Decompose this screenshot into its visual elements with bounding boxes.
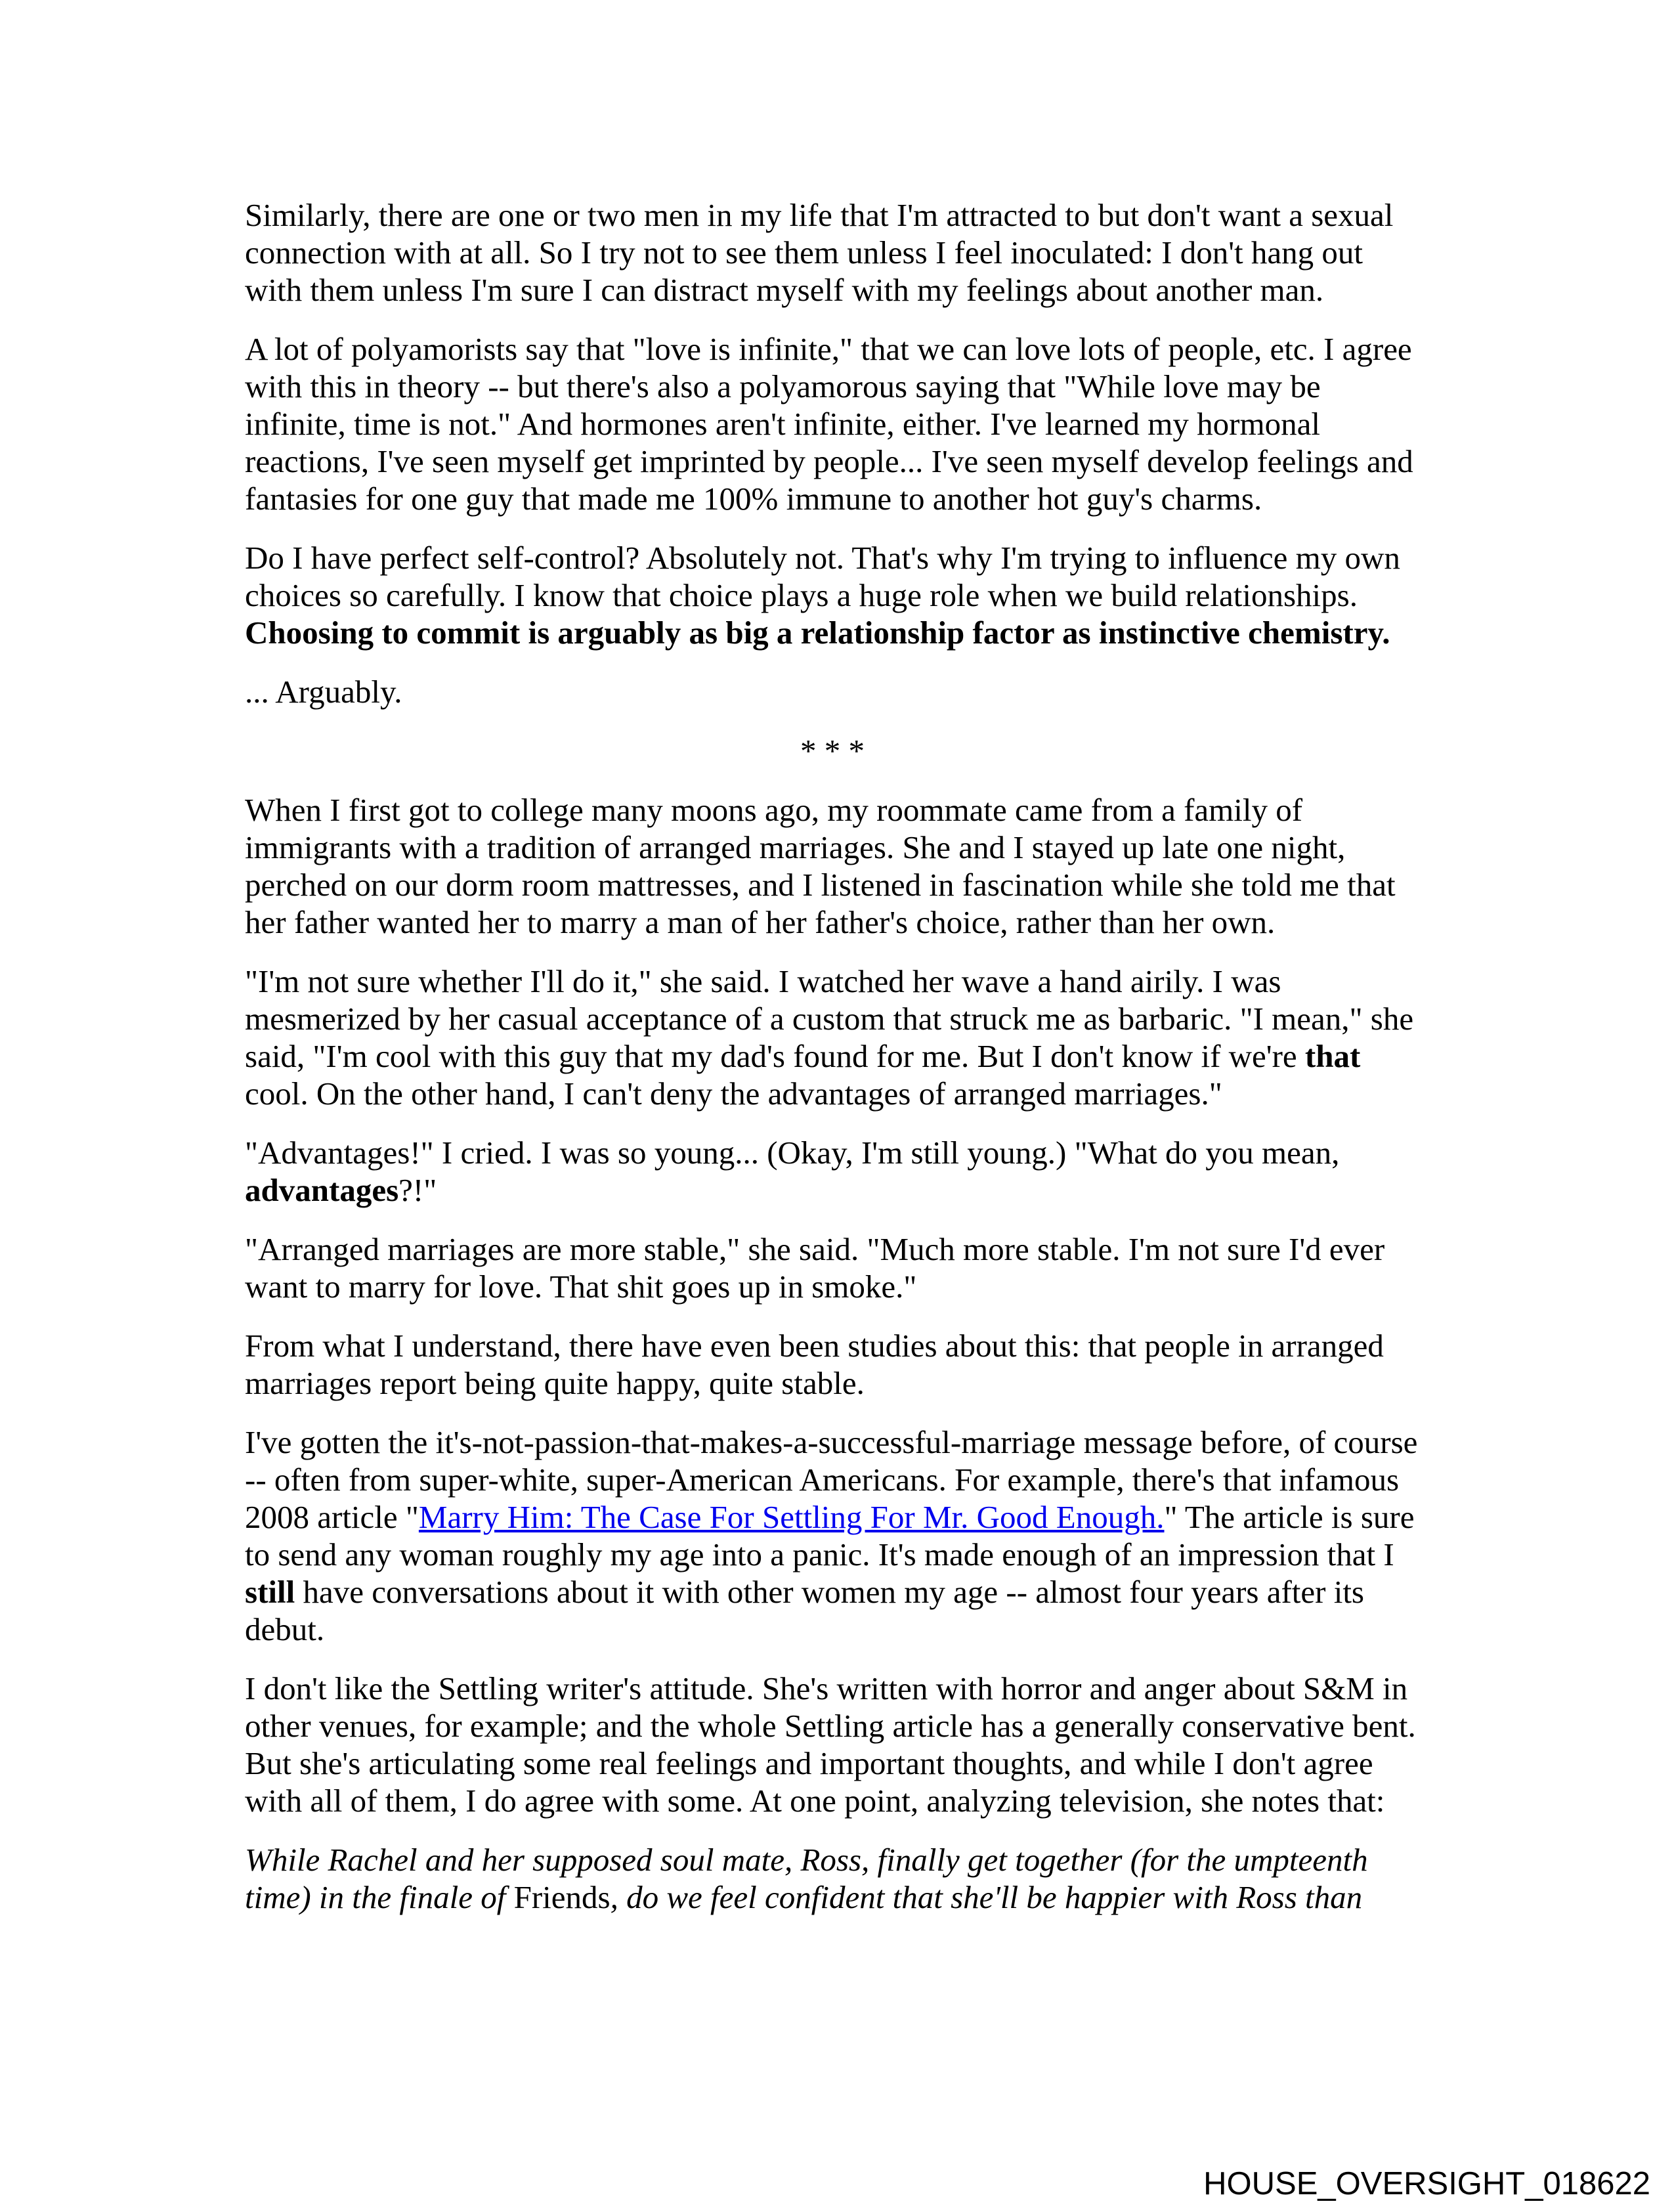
text-run: Friends bbox=[513, 1879, 611, 1915]
paragraph-9 bbox=[245, 1230, 1420, 1305]
document-body bbox=[245, 175, 1420, 1938]
text-run: Choosing to commit is arguably as big a relationship factor as instinctive chemistry. bbox=[245, 615, 1390, 651]
paragraph-7 bbox=[245, 963, 1420, 1112]
text-run: still bbox=[245, 1574, 295, 1610]
text-run: that bbox=[1304, 1038, 1361, 1074]
text-run: * * * bbox=[800, 733, 865, 769]
text-run: , do we feel confident that she'll be happier with Ross than bbox=[610, 1879, 1363, 1915]
text-run: cool. On the other hand, I can't deny the advantages of arranged marriages." bbox=[245, 1075, 1222, 1112]
text-run: Similarly, there are one or two men in my life that I'm attracted to but don't want a sexual connection with at all. So I try not to see them unless I feel inoculated: I don't hang out with them unless I'm sure I can distract myself with my feelings about another man. bbox=[245, 197, 1394, 308]
paragraph-10 bbox=[245, 1327, 1420, 1402]
paragraph-13 bbox=[245, 1841, 1420, 1916]
text-run: A lot of polyamorists say that "love is infinite," that we can love lots of people, etc. I agree with this in theory -- but there's also a polyamorous saying that "While love may be infinite, time is not." And hormones aren't infinite, either. I've learned my hormonal reactions, I've seen myself get imprinted by people... I've seen myself develop feelings and fantasies for one guy that made me 100% immune to another hot guy's charms. bbox=[245, 331, 1413, 517]
paragraph-1 bbox=[245, 196, 1420, 309]
paragraph-3 bbox=[245, 539, 1420, 651]
text-run: From what I understand, there have even been studies about this: that people in arranged marriages report being quite happy, quite stable. bbox=[245, 1328, 1384, 1401]
paragraph-11 bbox=[245, 1423, 1420, 1648]
text-run: I've gotten the it's-not-passion-that-makes-a-successful-marriage message before, of course -- often from super-white, super-American Americans. For example, there's that infamous 2008 article " bbox=[245, 1424, 1418, 1535]
bates-number: HOUSE_OVERSIGHT_018622 bbox=[1203, 2166, 1650, 2201]
text-run: When I first got to college many moons ago, my roommate came from a family of immigrants with a tradition of arranged marriages. She and I stayed up late one night, perched on our dorm room mattresses, and I listened in fascination while she told me that her father wanted her to marry a man of her father's choice, rather than her own. bbox=[245, 792, 1396, 940]
text-run: have conversations about it with other women my age -- almost four years after its debut. bbox=[245, 1574, 1365, 1647]
paragraph-12 bbox=[245, 1670, 1420, 1819]
paragraph-6 bbox=[245, 791, 1420, 941]
text-run: ?!" bbox=[398, 1172, 437, 1208]
paragraph-2 bbox=[245, 330, 1420, 517]
text-run: Do I have perfect self-control? Absolutely not. That's why I'm trying to influence my own choices so carefully. I know that choice plays a huge role when we build relationships. bbox=[245, 540, 1400, 613]
text-run: "Advantages!" I cried. I was so young... (Okay, I'm still young.) "What do you mean, bbox=[245, 1135, 1340, 1171]
paragraph-8 bbox=[245, 1134, 1420, 1209]
text-run: "Arranged marriages are more stable," she said. "Much more stable. I'm not sure I'd ever want to marry for love. That shit goes up in smoke." bbox=[245, 1231, 1385, 1305]
paragraph-4 bbox=[245, 673, 1420, 710]
text-run: advantages bbox=[245, 1172, 399, 1208]
text-run: "I'm not sure whether I'll do it," she said. I watched her wave a hand airily. I was mesmerized by her casual acceptance of a custom that struck me as barbaric. "I mean," she said, "I'm cool with this guy that my dad's found for me. But I don't know if we're bbox=[245, 963, 1414, 1074]
text-run: " The article is sure to send any woman roughly my age into a panic. It's made enough of an impression that I bbox=[245, 1499, 1415, 1572]
article-link[interactable]: Marry Him: The Case For Settling For Mr. Good Enough. bbox=[418, 1499, 1165, 1535]
section-break bbox=[245, 732, 1420, 770]
text-run: While Rachel and her supposed soul mate, Ross, finally get together (for the umpteenth time) in the finale of bbox=[245, 1842, 1368, 1915]
text-run: I don't like the Settling writer's attitude. She's written with horror and anger about S&M in other venues, for example; and the whole Settling article has a generally conservative bent. But she's articulating some real feelings and important thoughts, and while I don't agree with all of them, I do agree with some. At one point, analyzing television, she notes that: bbox=[245, 1670, 1416, 1819]
text-run: ... Arguably. bbox=[245, 674, 402, 710]
